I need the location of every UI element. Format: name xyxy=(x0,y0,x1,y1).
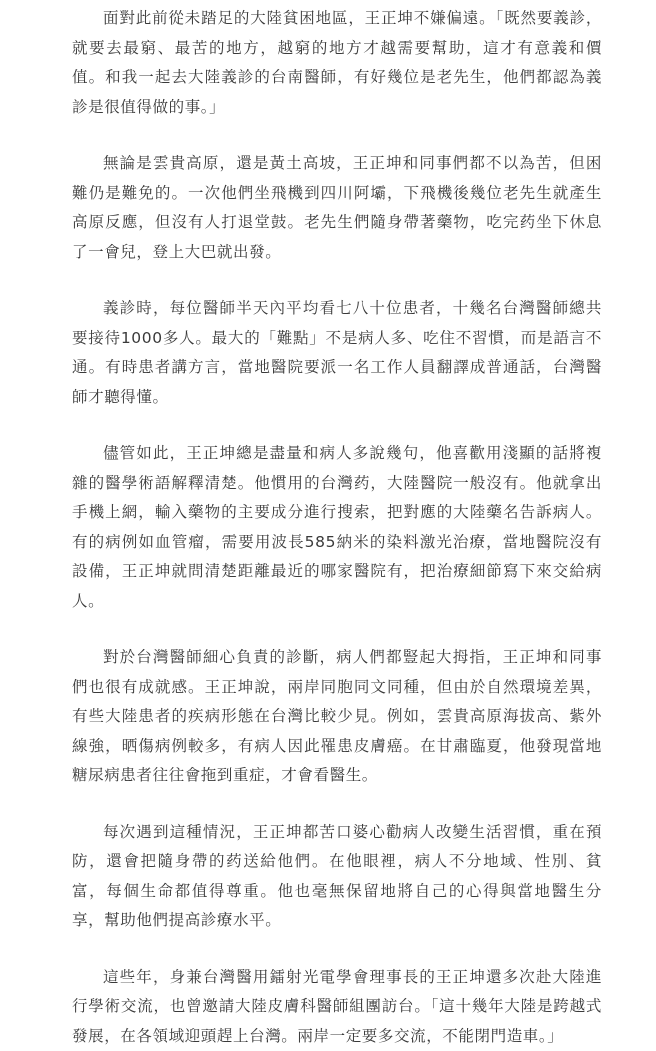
paragraph-7: 這些年，身兼台灣醫用鐳射光電學會理事長的王正坤還多次赴大陸進行學術交流，也曾邀請大陸皮膚科醫師組團訪台。「這十幾年大陸是跨越式發展，在各領域迎頭趕上台灣。兩岸一定要多交流，不能閉門造車。」 xyxy=(72,963,602,1051)
article-body xyxy=(72,0,602,1051)
paragraph-2: 無論是雲貴高原，還是黃土高坡，王正坤和同事們都不以為苦，但困難仍是難免的。一次他們坐飛機到四川阿壩，下飛機後幾位老先生就產生高原反應，但沒有人打退堂鼓。老先生們隨身帶著藥物，吃完药坐下休息了一會兒，登上大巴就出發。 xyxy=(72,149,602,267)
paragraph-5: 對於台灣醫師細心負責的診斷，病人們都豎起大拇指，王正坤和同事們也很有成就感。王正坤說，兩岸同胞同文同種，但由於自然環境差異，有些大陸患者的疾病形態在台灣比較少見。例如，雲貴高原海拔高、紫外線強，晒傷病例較多，有病人因此罹患皮膚癌。在甘肅臨夏，他發現當地糖尿病患者往往會拖到重症，才會看醫生。 xyxy=(72,643,602,791)
paragraph-3: 義診時，每位醫師半天內平均看七八十位患者，十幾名台灣醫師總共要接待1000多人。最大的「難點」不是病人多、吃住不習慣，而是語言不通。有時患者講方言，當地醫院要派一名工作人員翻譯成普通話，台灣醫師才聽得懂。 xyxy=(72,294,602,412)
paragraph-6: 每次遇到這種情況，王正坤都苦口婆心勸病人改變生活習慣，重在預防，還會把隨身帶的药送給他們。在他眼裡，病人不分地域、性別、貧富，每個生命都值得尊重。他也毫無保留地將自己的心得與當地醫生分享，幫助他們提高診療水平。 xyxy=(72,818,602,936)
paragraph-4: 儘管如此，王正坤總是盡量和病人多說幾句，他喜歡用淺顯的話將複雜的醫學術語解釋清楚。他慣用的台灣药，大陸醫院一般沒有。他就拿出手機上網，輸入藥物的主要成分進行搜索，把對應的大陸藥名告訴病人。有的病例如血管瘤，需要用波長585納米的染料激光治療，當地醫院沒有設備，王正坤就問清楚距離最近的哪家醫院有，把治療細節寫下來交給病人。 xyxy=(72,439,602,616)
paragraph-1: 面對此前從未踏足的大陸貧困地區，王正坤不嫌偏遠。「既然要義診，就要去最窮、最苦的地方，越窮的地方才越需要幫助，這才有意義和價值。和我一起去大陸義診的台南醫師，有好幾位是老先生，他們都認為義診是很值得做的事。」 xyxy=(72,0,602,122)
